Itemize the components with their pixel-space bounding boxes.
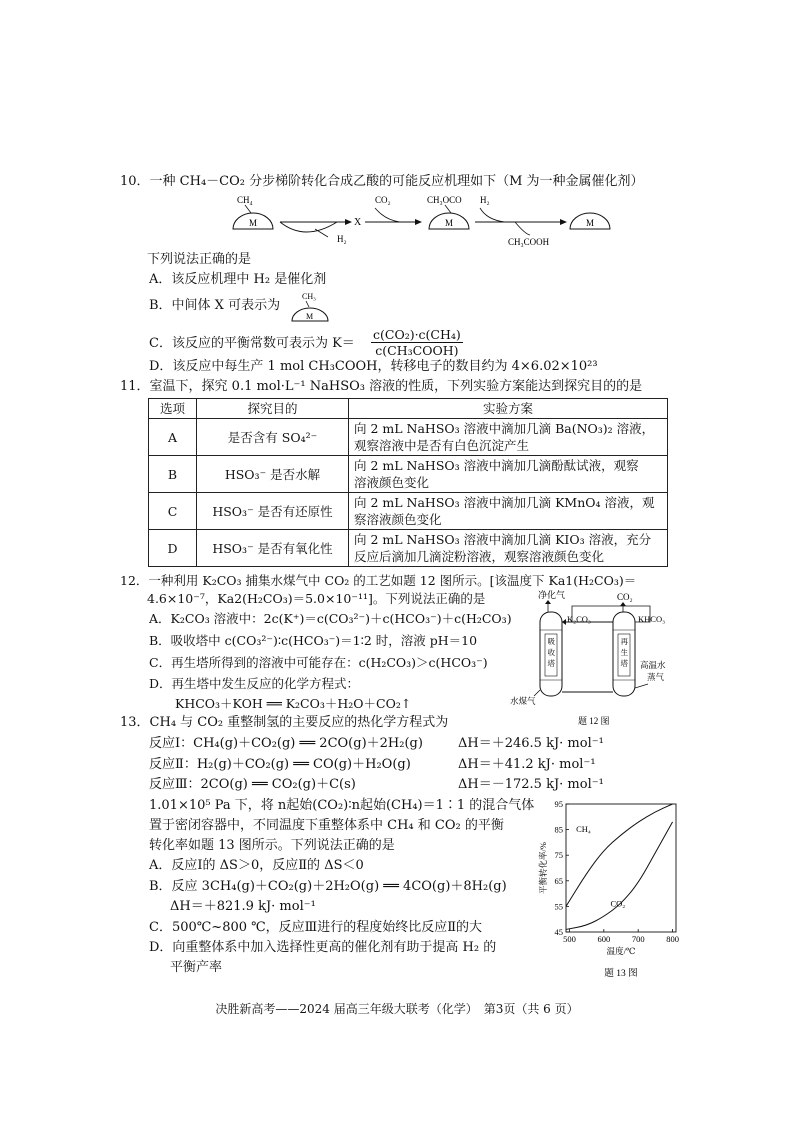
- x-tick-label: 700: [631, 934, 645, 944]
- q10-mechanism-diagram: [225, 192, 635, 250]
- x-tick-label: 600: [597, 934, 611, 944]
- q12-option-a: A．K₂CO₃ 溶液中：2c(K⁺)＝c(CO₃²⁻)＋c(HCO₃⁻)＋c(H₂CO₃): [149, 611, 512, 626]
- x-axis-label: 温度/℃: [606, 946, 636, 956]
- chart-caption: 题 13 图: [604, 969, 638, 979]
- q10-option-a: A．该反应机理中 H₂ 是催化剂: [149, 272, 327, 287]
- q13-stem: 13．CH₄ 与 CO₂ 重整制氢的主要反应的热化学方程式为: [120, 715, 449, 730]
- q10-stem: 10．一种 CH₄－CO₂ 分步梯阶转化合成乙酸的可能反应机理如下（M 为一种金属催化剂）: [120, 174, 644, 189]
- svg-text:高温水: 高温水: [640, 660, 666, 670]
- q13-reaction-1-dh: ΔH＝＋246.5 kJ· mol⁻¹: [458, 736, 604, 751]
- svg-text:CO₂: CO₂: [617, 592, 633, 602]
- q13-paragraph-1: 1.01×10⁵ Pa 下，将 n起始(CO₂)∶n起始(CH₄)＝1∶1 的混合气体: [149, 798, 535, 813]
- svg-text:净化气: 净化气: [538, 590, 566, 600]
- svg-text:K₂CO₃: K₂CO₃: [567, 614, 591, 624]
- series-label: CH₄: [576, 824, 591, 835]
- q13-paragraph-2: 置于密闭容器中，不同温度下重整体系中 CH₄ 和 CO₂ 的平衡: [149, 818, 504, 833]
- table-row: D HSO₃⁻ 是否有氧化性 向 2 mL NaHSO₃ 溶液中滴加几滴 KIO₃ 溶液，充分 反应后滴加几滴淀粉溶液，观察溶液颜色变化: [149, 530, 668, 567]
- q12-stem-line1: 12．一种利用 K₂CO₃ 捕集水煤气中 CO₂ 的工艺如题 12 图所示。[该温度下 Ka1(H₂CO₃)＝: [120, 573, 637, 588]
- y-tick-label: 45: [554, 927, 563, 937]
- svg-text:水煤气: 水煤气: [510, 696, 536, 706]
- svg-text:X: X: [354, 217, 362, 228]
- svg-text:M: M: [306, 312, 314, 321]
- svg-text:M: M: [249, 218, 258, 228]
- q13-option-b: B．反应 3CH₄(g)＋CO₂(g)＋2H₂O(g) ══ 4CO(g)＋8H₂(g): [149, 879, 507, 894]
- q13-reaction-1: 反应Ⅰ：CH₄(g)＋CO₂(g) ══ 2CO(g)＋2H₂(g): [149, 736, 423, 751]
- q12-option-b: B．吸收塔中 c(CO₃²⁻)∶c(HCO₃⁻)＝1∶2 时，溶液 pH＝10: [149, 633, 478, 648]
- svg-text:M: M: [445, 218, 454, 228]
- svg-text:M: M: [586, 218, 595, 228]
- q12-stem-line2: 4.6×10⁻⁷，Ka2(H₂CO₃)＝5.0×10⁻¹¹]。下列说法正确的是: [147, 591, 486, 606]
- svg-text:CH₃: CH₃: [302, 292, 316, 301]
- y-tick-label: 65: [554, 875, 563, 886]
- q13-reaction-2-dh: ΔH＝＋41.2 kJ· mol⁻¹: [458, 757, 596, 772]
- q12-option-c: C．再生塔所得到的溶液中可能存在：c(H₂CO₃)＞c(HCO₃⁻): [149, 655, 488, 670]
- x-tick-label: 800: [666, 934, 679, 944]
- table-row: C HSO₃⁻ 是否有还原性 向 2 mL NaHSO₃ 溶液中滴加几滴 KMnO₄ 溶液，观 察溶液颜色变化: [149, 493, 668, 530]
- q12-option-d-equation: KHCO₃＋KOH ══ K₂CO₃＋H₂O＋CO₂↑: [175, 696, 412, 711]
- q10-option-d: D．该反应中每生产 1 mol CH₃COOH，转移电子的数目约为 4×6.02×10²³: [149, 359, 598, 374]
- svg-text:蒸气: 蒸气: [647, 672, 665, 682]
- series-line-1: [566, 822, 673, 930]
- q12-process-figure: [510, 586, 682, 728]
- absorber-label: 吸收塔: [547, 637, 555, 668]
- series-line-0: [566, 804, 673, 909]
- q10-c-fraction: c(CO₂)·c(CH₄) c(CH₃COOH): [373, 327, 461, 358]
- q12-option-d: D．再生塔中发生反应的化学方程式：: [149, 676, 360, 691]
- y-tick-label: 95: [554, 799, 563, 809]
- q13-reaction-2: 反应Ⅱ：H₂(g)＋CO₂(g) ══ CO(g)＋H₂O(g): [149, 757, 411, 772]
- q13-option-a: A．反应Ⅰ的 ΔS＞0，反应Ⅱ的 ΔS＜0: [149, 858, 364, 873]
- y-tick-label: 55: [554, 901, 563, 912]
- table-row: B HSO₃⁻ 是否水解 向 2 mL NaHSO₃ 溶液中滴加几滴酚酞试液，观察 溶液颜色变化: [149, 456, 668, 493]
- q13-option-d-cont: 平衡产率: [170, 960, 223, 975]
- q10-option-c: C．该反应的平衡常数可表示为 K＝: [149, 336, 355, 351]
- q10-option-b: B．中间体 X 可表示为: [149, 298, 281, 313]
- svg-text:KHCO₃: KHCO₃: [638, 614, 666, 624]
- svg-text:H₂: H₂: [337, 234, 347, 244]
- svg-text:H₂: H₂: [480, 195, 490, 205]
- y-tick-label: 75: [554, 850, 563, 861]
- diag-ch4: CH₄: [237, 195, 253, 205]
- q10-b-intermediate-structure: [288, 290, 334, 324]
- page-footer: 决胜新高考——2024 届高三年级大联考（化学） 第3页（共 6 页）: [215, 1002, 579, 1016]
- regenerator-label: 再生塔: [620, 637, 628, 668]
- q11-table: [148, 398, 668, 567]
- svg-text:CO₂: CO₂: [375, 195, 391, 205]
- q13-option-b-dh: ΔH＝＋821.9 kJ· mol⁻¹: [170, 899, 316, 914]
- q11-stem: 11．室温下，探究 0.1 mol·L⁻¹ NaHSO₃ 溶液的性质，下列实验方案能达到探究目的的是: [120, 379, 643, 394]
- x-tick-label: 500: [563, 934, 576, 944]
- q13-reaction-3: 反应Ⅲ：2CO(g) ══ CO₂(g)＋C(s): [149, 777, 356, 792]
- table-header-row: 选项 探究目的 实验方案: [149, 399, 668, 419]
- series-label: CO₂: [610, 898, 626, 909]
- svg-text:题 12 图: 题 12 图: [578, 716, 610, 726]
- svg-text:CH₃COOH: CH₃COOH: [508, 237, 550, 247]
- svg-text:CH₃OCO: CH₃OCO: [427, 195, 462, 205]
- q13-paragraph-3: 转化率如题 13 图所示。下列说法正确的是: [149, 838, 395, 853]
- q13-conversion-chart: [536, 798, 686, 980]
- table-row: A 是否含有 SO₄²⁻ 向 2 mL NaHSO₃ 溶液中滴加几滴 Ba(NO₃)₂ 溶液， 观察溶液中是否有白色沉淀产生: [149, 419, 668, 456]
- y-axis-label: 平衡转化率/%: [538, 842, 548, 894]
- q13-option-c: C．500℃~800 ℃，反应Ⅲ进行的程度始终比反应Ⅱ的大: [149, 920, 483, 935]
- q13-reaction-3-dh: ΔH＝－172.5 kJ· mol⁻¹: [458, 777, 604, 792]
- q10-lead: 下列说法正确的是: [147, 252, 252, 267]
- q13-option-d: D．向重整体系中加入选择性更高的催化剂有助于提高 H₂ 的: [149, 940, 497, 955]
- y-tick-label: 85: [554, 824, 563, 835]
